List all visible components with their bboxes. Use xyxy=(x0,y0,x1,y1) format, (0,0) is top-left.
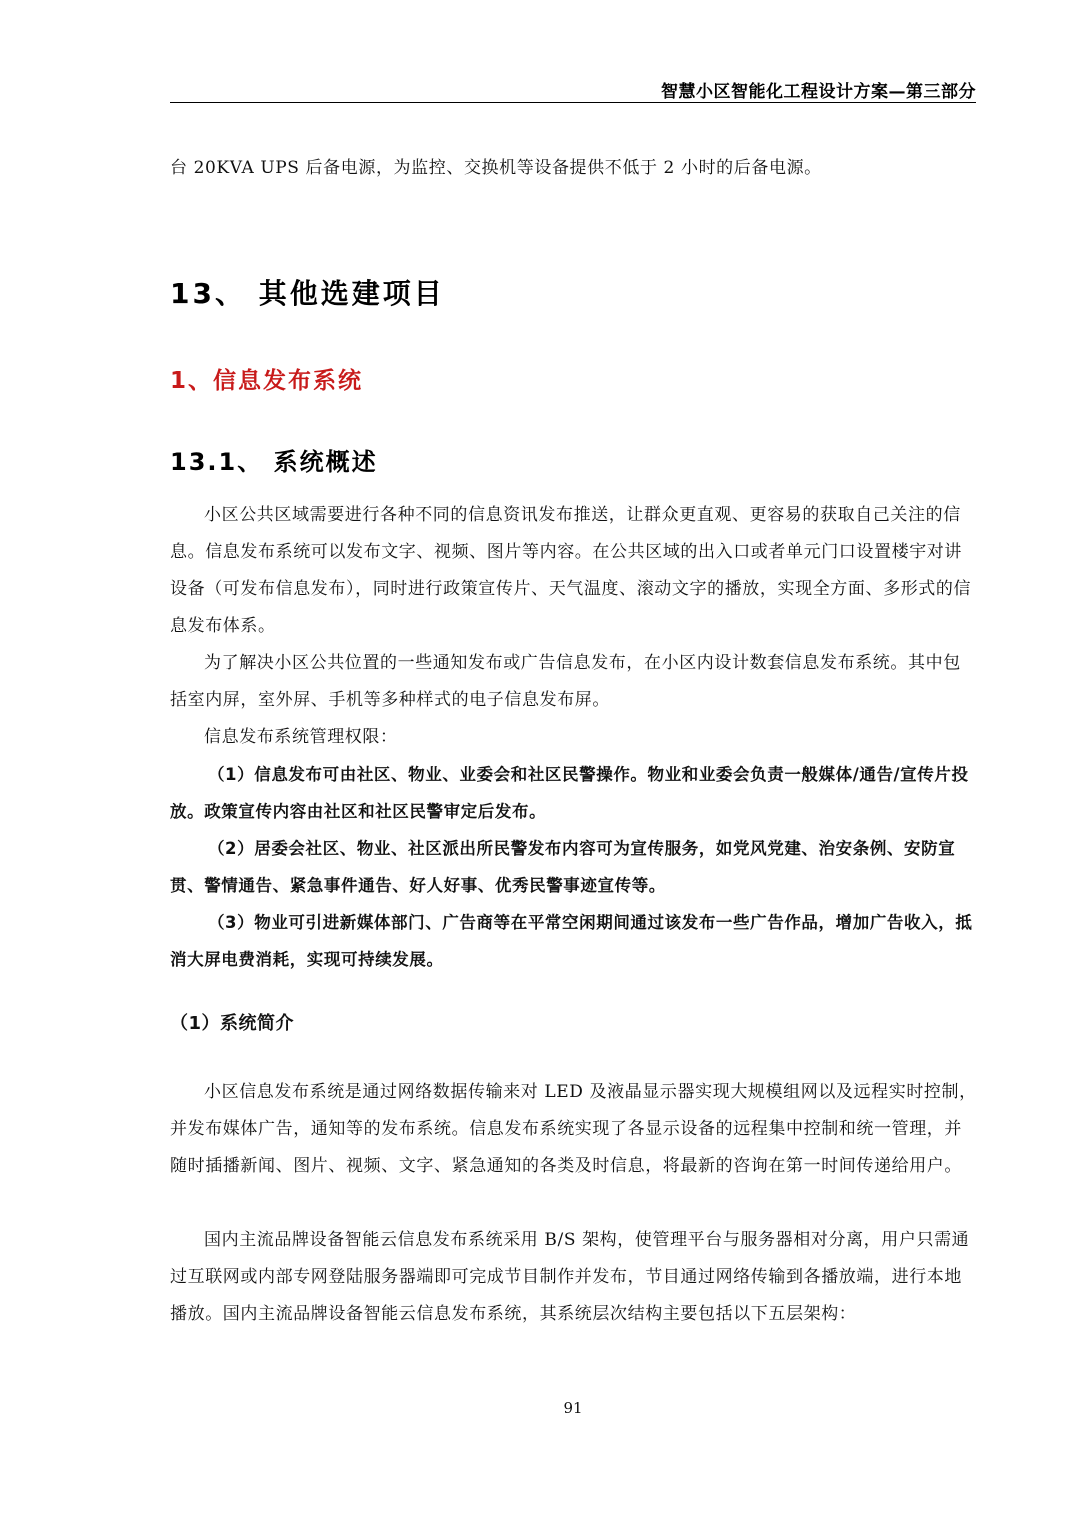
section-heading: 13、 其他选建项目 xyxy=(170,277,445,310)
intro-paragraph: 小区信息发布系统是通过网络数据传输来对 LED 及液晶显示器实现大规模组网以及远程实时控制，并发布媒体广告，通知等的发布系统。信息发布系统实现了各显示设备的远程集中控制和统一管理，并随时插播新闻、图片、视频、文字、紧急通知的各类及时信息，将最新的咨询在第一时间传递给用户。 xyxy=(170,1082,977,1176)
permission-item: （1）信息发布可由社区、物业、业委会和社区民警操作。物业和业委会负责一般媒体/通告/宣传片投放。政策宣传内容由社区和社区民警审定后发布。 xyxy=(170,765,969,821)
overview-paragraph: 小区公共区域需要进行各种不同的信息资讯发布推送，让群众更直观、更容易的获取自己关注的信息。信息发布系统可以发布文字、视频、图片等内容。在公共区域的出入口或者单元门口设置楼宇对讲设备（可发布信息发布），同时进行政策宣传片、天气温度、滚动文字的播放，实现全方面、多形式的信息发布体系。 xyxy=(170,505,972,636)
page-number: 91 xyxy=(563,1399,583,1417)
running-header: 智慧小区智能化工程设计方案—第三部分 xyxy=(661,82,976,102)
subsection-heading: 1、信息发布系统 xyxy=(170,368,364,394)
permission-item: （2）居委会社区、物业、社区派出所民警发布内容可为宣传服务，如党风党建、治安条例、安防宣贯、警情通告、紧急事件通告、好人好事、优秀民警事迹宣传等。 xyxy=(170,839,956,895)
permission-item: （3）物业可引进新媒体部门、广告商等在平常空闲期间通过该发布一些广告作品，增加广告收入，抵消大屏电费消耗，实现可持续发展。 xyxy=(170,913,973,969)
overview-paragraph: 信息发布系统管理权限： xyxy=(204,727,398,747)
intro-line: 台 20KVA UPS 后备电源，为监控、交换机等设备提供不低于 2 小时的后备电源。 xyxy=(170,158,822,178)
intro-paragraph: 国内主流品牌设备智能云信息发布系统采用 B/S 架构，使管理平台与服务器相对分离，用户只需通过互联网或内部专网登陆服务器端即可完成节目制作并发布，节目通过网络传输到各播放端，进行本地播放。国内主流品牌设备智能云信息发布系统，其系统层次结构主要包括以下五层架构： xyxy=(170,1230,970,1324)
sub-subsection-heading: 13.1、 系统概述 xyxy=(170,448,378,476)
header-rule xyxy=(170,102,976,103)
overview-paragraph: 为了解决小区公共位置的一些通知发布或广告信息发布，在小区内设计数套信息发布系统。其中包括室内屏，室外屏、手机等多种样式的电子信息发布屏。 xyxy=(170,653,961,710)
system-intro-heading: （1）系统简介 xyxy=(170,1013,295,1034)
